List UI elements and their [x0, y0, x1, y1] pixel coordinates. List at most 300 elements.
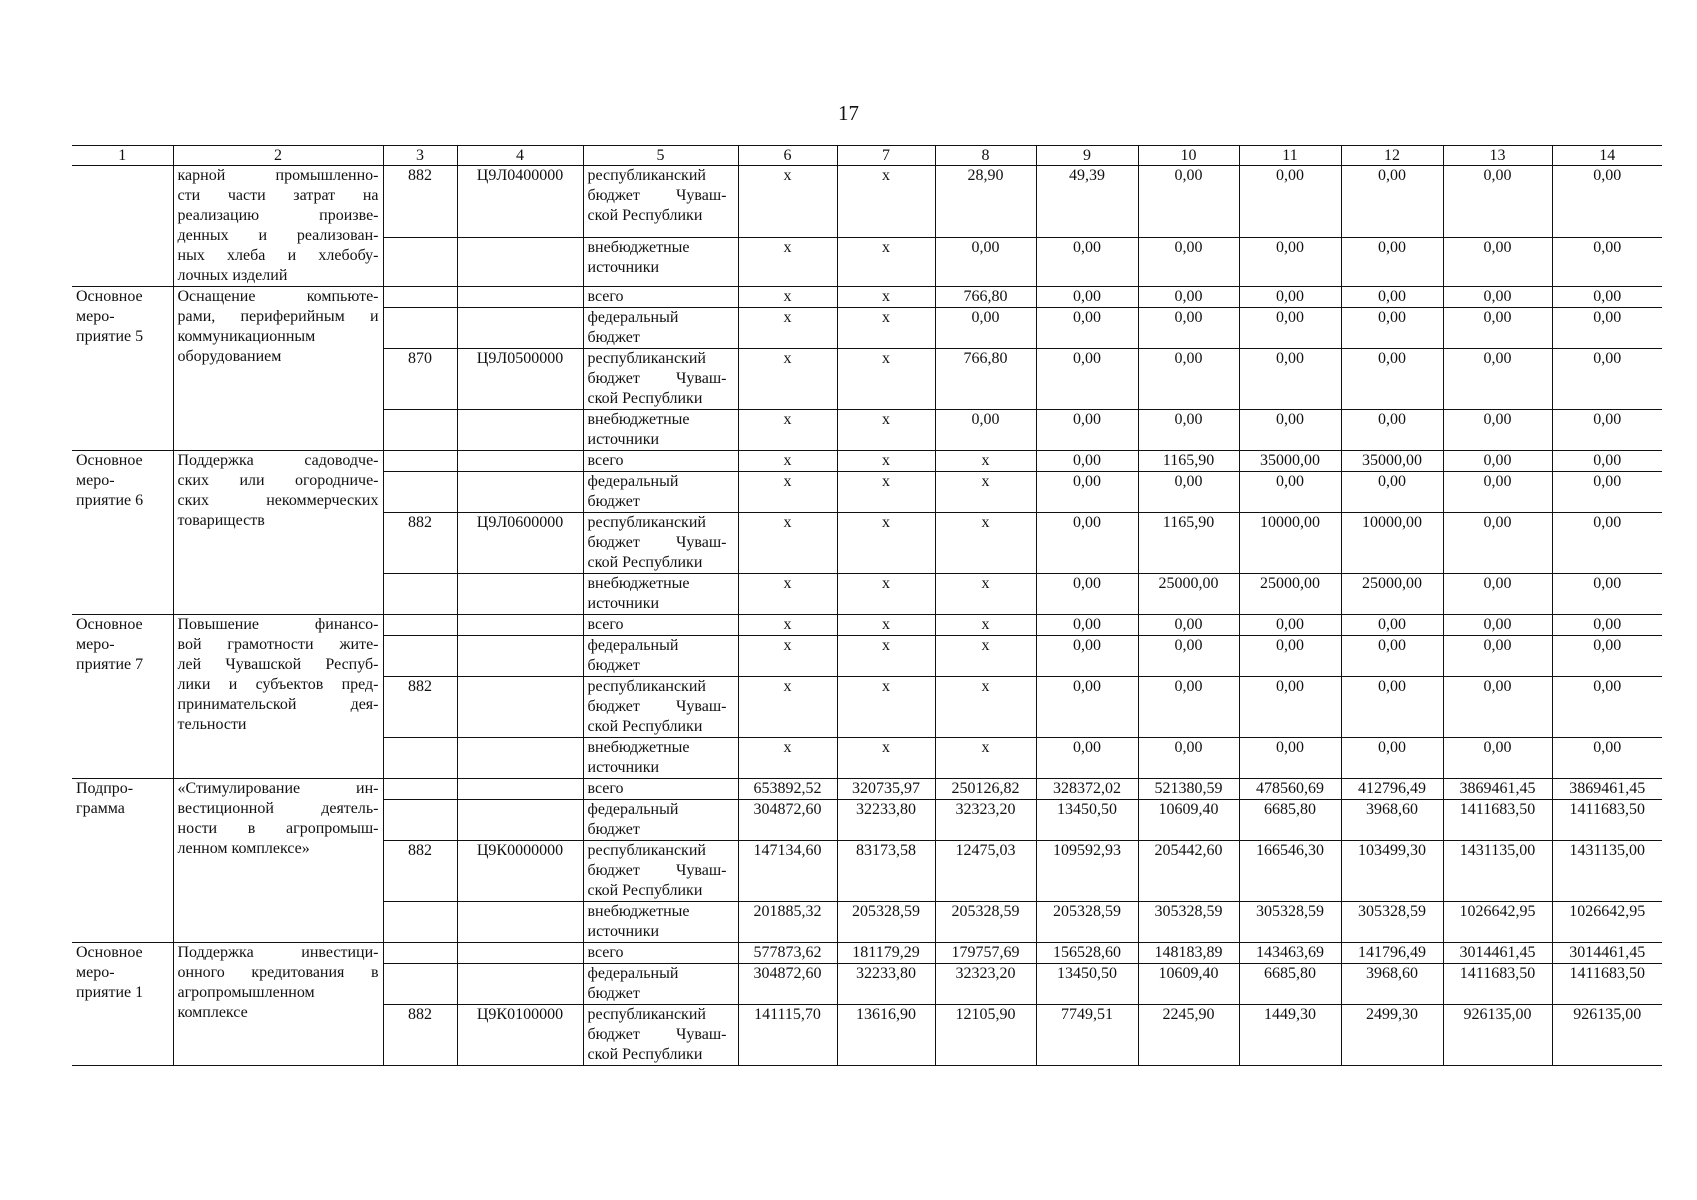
funding-source-line: бюджет Чуваш-: [587, 534, 727, 551]
amount-cell: 166546,30: [1239, 841, 1341, 902]
amount-cell: x: [738, 615, 837, 636]
event-label: [72, 779, 173, 943]
amount-cell: 304872,60: [738, 964, 837, 1005]
table-row: [72, 451, 1662, 472]
amount-cell: 0,00: [1341, 308, 1443, 349]
amount-cell: 25000,00: [1239, 574, 1341, 615]
amount-cell: x: [837, 287, 935, 308]
amount-cell: 0,00: [1036, 636, 1138, 677]
amount-cell: 304872,60: [738, 800, 837, 841]
amount-cell: 1026642,95: [1443, 902, 1552, 943]
event-description-line: тельности: [177, 716, 247, 733]
page-number: 17: [838, 101, 859, 125]
amount-cell: 0,00: [1443, 287, 1552, 308]
event-description-line: ских или огородниче-: [177, 472, 379, 489]
amount-cell: 147134,60: [738, 841, 837, 902]
funding-source-line: бюджет: [587, 657, 640, 674]
amount-cell: x: [837, 410, 935, 451]
amount-cell: x: [738, 738, 837, 779]
funding-source-line: республиканский: [587, 678, 706, 695]
amount-cell: 521380,59: [1138, 779, 1239, 800]
grbs-code: [383, 615, 457, 636]
column-header: 6: [738, 146, 837, 166]
target-article-code: [457, 287, 583, 308]
amount-cell: 0,00: [1552, 349, 1662, 410]
funding-source-line: республиканский: [587, 1006, 706, 1023]
event-label: [72, 287, 173, 451]
amount-cell: 653892,52: [738, 779, 837, 800]
funding-source: [583, 738, 738, 779]
amount-cell: 32233,80: [837, 964, 935, 1005]
amount-cell: x: [738, 308, 837, 349]
funding-source-line: ской Республики: [587, 1046, 703, 1063]
event-description-line: ских некоммерческих: [177, 492, 379, 509]
amount-cell: x: [837, 615, 935, 636]
funding-source-line: ской Республики: [587, 882, 703, 899]
amount-cell: 0,00: [1341, 738, 1443, 779]
grbs-code: 882: [383, 677, 457, 738]
column-header: 9: [1036, 146, 1138, 166]
amount-cell: 1431135,00: [1552, 841, 1662, 902]
event-label-line: грамма: [76, 800, 125, 817]
amount-cell: 0,00: [1552, 472, 1662, 513]
target-article-code: [457, 800, 583, 841]
target-article-code: [457, 902, 583, 943]
amount-cell: 0,00: [1036, 738, 1138, 779]
amount-cell: 0,00: [1036, 287, 1138, 308]
amount-cell: 1165,90: [1138, 451, 1239, 472]
amount-cell: 201885,32: [738, 902, 837, 943]
event-label-line: меро-: [76, 964, 115, 981]
amount-cell: 2245,90: [1138, 1005, 1239, 1066]
amount-cell: 181179,29: [837, 943, 935, 964]
amount-cell: 0,00: [1138, 308, 1239, 349]
column-header: 14: [1552, 146, 1662, 166]
funding-source-line: внебюджетные: [587, 903, 690, 920]
event-description-line: лочных изделий: [177, 267, 288, 284]
target-article-code: Ц9Л0400000: [457, 166, 583, 238]
event-description-line: рами, периферийным и: [177, 308, 379, 325]
amount-cell: x: [738, 451, 837, 472]
event-description-line: агропромышленном: [177, 984, 315, 1001]
event-description: [173, 166, 383, 287]
column-header: 2: [173, 146, 383, 166]
amount-cell: 0,00: [1138, 287, 1239, 308]
funding-source: [583, 615, 738, 636]
amount-cell: 7749,51: [1036, 1005, 1138, 1066]
target-article-code: [457, 410, 583, 451]
column-header: 12: [1341, 146, 1443, 166]
amount-cell: 0,00: [1036, 451, 1138, 472]
target-article-code: [457, 238, 583, 287]
table-row: [72, 287, 1662, 308]
funding-source-line: всего: [587, 780, 624, 797]
amount-cell: x: [935, 677, 1036, 738]
grbs-code: [383, 800, 457, 841]
table-row: [72, 943, 1662, 964]
amount-cell: 109592,93: [1036, 841, 1138, 902]
amount-cell: 926135,00: [1552, 1005, 1662, 1066]
amount-cell: 0,00: [935, 410, 1036, 451]
event-description: [173, 287, 383, 451]
amount-cell: 143463,69: [1239, 943, 1341, 964]
amount-cell: 35000,00: [1239, 451, 1341, 472]
amount-cell: 305328,59: [1341, 902, 1443, 943]
target-article-code: [457, 943, 583, 964]
amount-cell: 0,00: [1552, 738, 1662, 779]
amount-cell: x: [837, 349, 935, 410]
table-row: [72, 166, 1662, 238]
amount-cell: 0,00: [1138, 677, 1239, 738]
event-description-line: Поддержка садоводче-: [177, 452, 379, 469]
amount-cell: 3869461,45: [1552, 779, 1662, 800]
grbs-code: [383, 943, 457, 964]
event-description-line: ленном комплексе»: [177, 840, 310, 857]
grbs-code: 870: [383, 349, 457, 410]
funding-source-line: республиканский: [587, 842, 706, 859]
event-label-line: приятие 6: [76, 492, 144, 509]
event-description-line: вой грамотности жите-: [177, 636, 379, 653]
target-article-code: [457, 308, 583, 349]
amount-cell: 0,00: [1138, 166, 1239, 238]
column-header: 10: [1138, 146, 1239, 166]
funding-source: [583, 943, 738, 964]
event-label: [72, 166, 173, 287]
amount-cell: 35000,00: [1341, 451, 1443, 472]
funding-source-line: источники: [587, 595, 660, 612]
amount-cell: 141115,70: [738, 1005, 837, 1066]
grbs-code: [383, 451, 457, 472]
amount-cell: 0,00: [1239, 238, 1341, 287]
funding-source: [583, 472, 738, 513]
amount-cell: x: [837, 238, 935, 287]
amount-cell: 0,00: [1552, 636, 1662, 677]
event-description: [173, 451, 383, 615]
funding-source: [583, 677, 738, 738]
funding-source-line: республиканский: [587, 350, 706, 367]
funding-source-line: республиканский: [587, 514, 706, 531]
amount-cell: x: [738, 472, 837, 513]
amount-cell: 148183,89: [1138, 943, 1239, 964]
grbs-code: 882: [383, 841, 457, 902]
amount-cell: 0,00: [1552, 410, 1662, 451]
funding-source-line: федеральный: [587, 309, 679, 326]
event-label-line: приятие 7: [76, 656, 144, 673]
amount-cell: 32233,80: [837, 800, 935, 841]
funding-source-line: федеральный: [587, 637, 679, 654]
amount-cell: x: [935, 636, 1036, 677]
event-label-line: меро-: [76, 472, 115, 489]
amount-cell: 0,00: [1341, 677, 1443, 738]
amount-cell: 305328,59: [1239, 902, 1341, 943]
grbs-code: 882: [383, 513, 457, 574]
amount-cell: 0,00: [1552, 615, 1662, 636]
amount-cell: 12105,90: [935, 1005, 1036, 1066]
event-label: [72, 943, 173, 1066]
amount-cell: 1449,30: [1239, 1005, 1341, 1066]
amount-cell: 6685,80: [1239, 800, 1341, 841]
amount-cell: 0,00: [1341, 615, 1443, 636]
funding-source-line: внебюджетные: [587, 239, 690, 257]
column-header: 11: [1239, 146, 1341, 166]
funding-source-line: ской Республики: [587, 390, 703, 407]
amount-cell: 205442,60: [1138, 841, 1239, 902]
funding-source-line: бюджет: [587, 493, 640, 510]
amount-cell: 0,00: [1036, 472, 1138, 513]
amount-cell: 0,00: [935, 238, 1036, 287]
funding-source: [583, 800, 738, 841]
funding-source-line: источники: [587, 259, 660, 277]
event-description-line: принимательской дея-: [177, 696, 379, 713]
event-description-line: комплексе: [177, 1004, 248, 1021]
funding-source: [583, 841, 738, 902]
amount-cell: x: [837, 677, 935, 738]
amount-cell: 0,00: [1341, 636, 1443, 677]
funding-source-line: источники: [587, 431, 660, 448]
funding-source-line: всего: [587, 616, 624, 633]
funding-source-line: всего: [587, 452, 624, 469]
amount-cell: x: [837, 451, 935, 472]
funding-source: [583, 902, 738, 943]
funding-source-line: всего: [587, 288, 624, 305]
funding-source-line: внебюджетные: [587, 411, 690, 428]
amount-cell: x: [837, 513, 935, 574]
amount-cell: 328372,02: [1036, 779, 1138, 800]
budget-table: [72, 145, 1662, 1066]
amount-cell: 1411683,50: [1443, 964, 1552, 1005]
grbs-code: [383, 964, 457, 1005]
amount-cell: 926135,00: [1443, 1005, 1552, 1066]
event-description: [173, 779, 383, 943]
amount-cell: 0,00: [1138, 636, 1239, 677]
amount-cell: 1411683,50: [1552, 800, 1662, 841]
amount-cell: 3014461,45: [1552, 943, 1662, 964]
amount-cell: 49,39: [1036, 166, 1138, 238]
amount-cell: 0,00: [1341, 238, 1443, 287]
funding-source: [583, 574, 738, 615]
event-description-line: Повышение финансо-: [177, 616, 379, 633]
amount-cell: 2499,30: [1341, 1005, 1443, 1066]
amount-cell: 0,00: [1036, 410, 1138, 451]
grbs-code: [383, 779, 457, 800]
amount-cell: 0,00: [1443, 574, 1552, 615]
funding-source-line: источники: [587, 923, 660, 940]
table-row: [72, 615, 1662, 636]
amount-cell: 250126,82: [935, 779, 1036, 800]
amount-cell: 141796,49: [1341, 943, 1443, 964]
amount-cell: 0,00: [1239, 287, 1341, 308]
target-article-code: [457, 472, 583, 513]
funding-source: [583, 1005, 738, 1066]
amount-cell: 0,00: [1443, 738, 1552, 779]
event-description-line: Поддержка инвестици-: [177, 944, 379, 961]
target-article-code: Ц9К0000000: [457, 841, 583, 902]
grbs-code: [383, 636, 457, 677]
amount-cell: 0,00: [1443, 410, 1552, 451]
event-description-line: карной промышленно-: [177, 167, 379, 184]
amount-cell: 0,00: [1341, 349, 1443, 410]
amount-cell: 205328,59: [1036, 902, 1138, 943]
amount-cell: 0,00: [1443, 513, 1552, 574]
column-header: 5: [583, 146, 738, 166]
amount-cell: 205328,59: [837, 902, 935, 943]
target-article-code: Ц9Л0500000: [457, 349, 583, 410]
event-description-line: онного кредитования в: [177, 964, 379, 981]
funding-source: [583, 513, 738, 574]
event-label-line: Основное: [76, 288, 143, 305]
event-description-line: «Стимулирование ин-: [177, 780, 379, 797]
target-article-code: [457, 636, 583, 677]
event-description: [173, 943, 383, 1066]
funding-source-line: бюджет: [587, 821, 640, 838]
column-header: 7: [837, 146, 935, 166]
event-label: [72, 451, 173, 615]
grbs-code: [383, 287, 457, 308]
amount-cell: 0,00: [1138, 738, 1239, 779]
funding-source-line: бюджет Чуваш-: [587, 698, 727, 715]
target-article-code: [457, 574, 583, 615]
amount-cell: x: [738, 574, 837, 615]
amount-cell: 0,00: [1138, 472, 1239, 513]
table-row: [72, 779, 1662, 800]
event-description-line: оборудованием: [177, 348, 282, 365]
amount-cell: x: [738, 287, 837, 308]
amount-cell: x: [837, 738, 935, 779]
amount-cell: 0,00: [1552, 166, 1662, 238]
amount-cell: x: [738, 677, 837, 738]
amount-cell: 0,00: [1239, 738, 1341, 779]
amount-cell: 320735,97: [837, 779, 935, 800]
funding-source-line: ской Республики: [587, 207, 703, 224]
event-description-line: лики и субъектов пред-: [177, 676, 379, 693]
amount-cell: x: [935, 472, 1036, 513]
column-header: 13: [1443, 146, 1552, 166]
event-description-line: сти части затрат на: [177, 187, 379, 204]
amount-cell: 0,00: [1443, 308, 1552, 349]
funding-source: [583, 308, 738, 349]
grbs-code: 882: [383, 166, 457, 238]
event-description-line: ности в агропромыш-: [177, 820, 379, 837]
event-label-line: меро-: [76, 308, 115, 325]
amount-cell: 13450,50: [1036, 800, 1138, 841]
amount-cell: 32323,20: [935, 964, 1036, 1005]
funding-source-line: бюджет Чуваш-: [587, 187, 727, 204]
amount-cell: 25000,00: [1138, 574, 1239, 615]
event-description-line: денных и реализован-: [177, 227, 379, 244]
event-label-line: Основное: [76, 944, 143, 961]
column-header: 3: [383, 146, 457, 166]
target-article-code: Ц9Л0600000: [457, 513, 583, 574]
funding-source-line: источники: [587, 759, 660, 776]
event-description-line: вестиционной деятель-: [177, 800, 379, 817]
amount-cell: 0,00: [1138, 615, 1239, 636]
amount-cell: x: [738, 238, 837, 287]
amount-cell: x: [837, 636, 935, 677]
amount-cell: x: [935, 451, 1036, 472]
amount-cell: 0,00: [1443, 166, 1552, 238]
amount-cell: x: [738, 166, 837, 238]
amount-cell: 12475,03: [935, 841, 1036, 902]
funding-source: [583, 238, 738, 287]
amount-cell: 28,90: [935, 166, 1036, 238]
target-article-code: [457, 451, 583, 472]
amount-cell: 0,00: [1552, 238, 1662, 287]
amount-cell: 478560,69: [1239, 779, 1341, 800]
grbs-code: [383, 410, 457, 451]
event-label: [72, 615, 173, 779]
amount-cell: 577873,62: [738, 943, 837, 964]
table-body: [72, 166, 1662, 1066]
amount-cell: 0,00: [1239, 677, 1341, 738]
funding-source: [583, 349, 738, 410]
amount-cell: 0,00: [1036, 615, 1138, 636]
amount-cell: x: [935, 615, 1036, 636]
funding-source: [583, 964, 738, 1005]
amount-cell: 0,00: [1239, 410, 1341, 451]
funding-source: [583, 636, 738, 677]
amount-cell: 0,00: [1443, 472, 1552, 513]
amount-cell: 0,00: [1138, 349, 1239, 410]
target-article-code: [457, 738, 583, 779]
event-description: [173, 615, 383, 779]
amount-cell: 0,00: [1341, 472, 1443, 513]
funding-source-line: федеральный: [587, 965, 679, 982]
amount-cell: 0,00: [1552, 451, 1662, 472]
event-label-line: меро-: [76, 636, 115, 653]
amount-cell: 179757,69: [935, 943, 1036, 964]
amount-cell: 103499,30: [1341, 841, 1443, 902]
amount-cell: 0,00: [1036, 574, 1138, 615]
amount-cell: 32323,20: [935, 800, 1036, 841]
amount-cell: 766,80: [935, 287, 1036, 308]
column-header: 8: [935, 146, 1036, 166]
grbs-code: [383, 308, 457, 349]
amount-cell: 412796,49: [1341, 779, 1443, 800]
target-article-code: [457, 779, 583, 800]
funding-source: [583, 166, 738, 238]
amount-cell: 766,80: [935, 349, 1036, 410]
amount-cell: x: [738, 636, 837, 677]
event-description-line: ных хлеба и хлебобу-: [177, 247, 379, 264]
target-article-code: [457, 964, 583, 1005]
amount-cell: x: [738, 513, 837, 574]
funding-source-line: бюджет Чуваш-: [587, 862, 727, 879]
target-article-code: [457, 615, 583, 636]
amount-cell: 0,00: [1341, 166, 1443, 238]
amount-cell: 0,00: [1239, 472, 1341, 513]
event-label-line: Основное: [76, 616, 143, 633]
event-label-line: приятие 1: [76, 984, 144, 1001]
amount-cell: x: [837, 574, 935, 615]
funding-source-line: федеральный: [587, 801, 679, 818]
amount-cell: 0,00: [1443, 677, 1552, 738]
amount-cell: 10609,40: [1138, 800, 1239, 841]
column-header: 1: [72, 146, 173, 166]
amount-cell: 1411683,50: [1443, 800, 1552, 841]
funding-source: [583, 410, 738, 451]
funding-source-line: бюджет: [587, 329, 640, 346]
target-article-code: [457, 677, 583, 738]
amount-cell: 0,00: [1036, 677, 1138, 738]
amount-cell: 25000,00: [1341, 574, 1443, 615]
grbs-code: 882: [383, 1005, 457, 1066]
amount-cell: 0,00: [1138, 238, 1239, 287]
amount-cell: x: [837, 472, 935, 513]
funding-source-line: внебюджетные: [587, 575, 690, 592]
amount-cell: 6685,80: [1239, 964, 1341, 1005]
amount-cell: 3968,60: [1341, 800, 1443, 841]
amount-cell: 3968,60: [1341, 964, 1443, 1005]
